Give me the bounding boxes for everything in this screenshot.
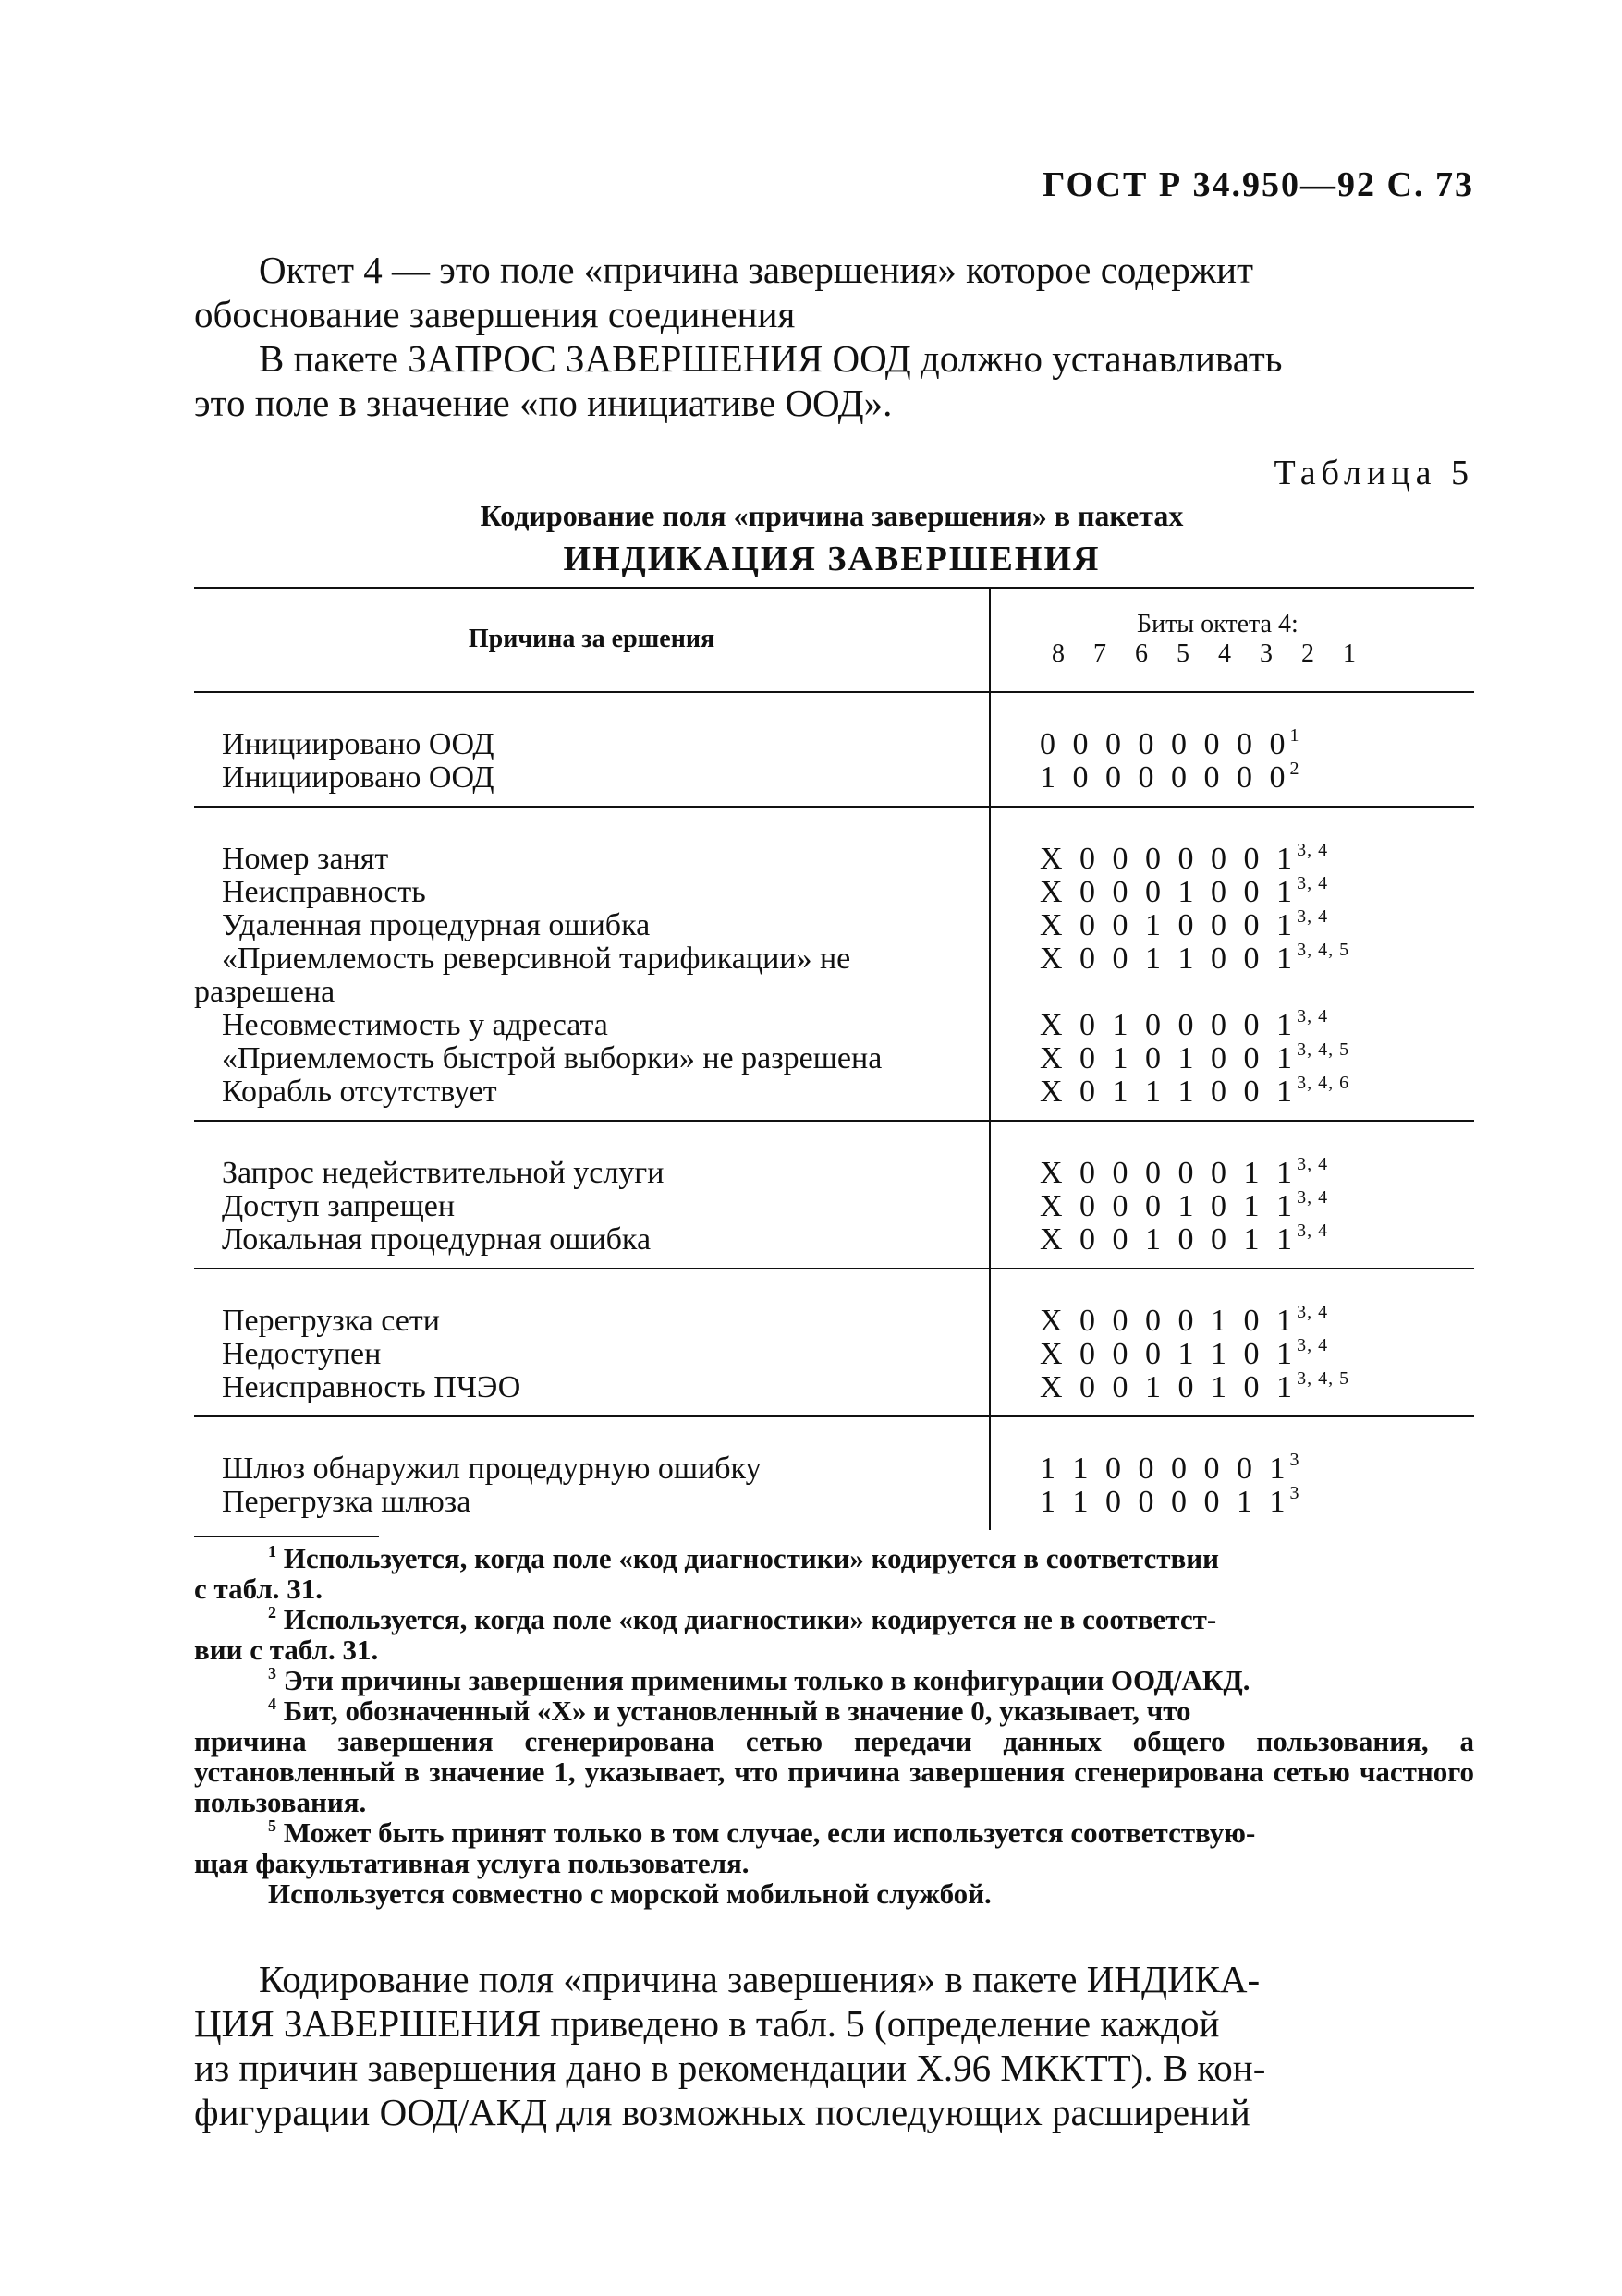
bits-cell bbox=[970, 1006, 1474, 1042]
table-group bbox=[194, 1268, 1474, 1415]
footnote-text: Используется совместно с морской мобильной службой. bbox=[268, 1877, 992, 1910]
footnote-ref: 1 bbox=[1289, 725, 1300, 746]
footnote-ref: 3, 4 bbox=[1297, 840, 1329, 860]
bits-cell bbox=[970, 725, 1474, 761]
table-row bbox=[194, 1368, 1474, 1404]
footnote-number: 5 bbox=[268, 1816, 276, 1835]
text-line: ЦИЯ ЗАВЕРШЕНИЯ приведено в табл. 5 (определение каждой bbox=[194, 2002, 1220, 2045]
reason-text: Удаленная процедурная ошибка bbox=[222, 908, 651, 942]
bits-value: X 0 1 0 1 0 0 1 bbox=[1040, 1041, 1298, 1075]
table-group bbox=[194, 1415, 1474, 1530]
reason-cell bbox=[194, 1371, 970, 1404]
bits-cell bbox=[970, 761, 1474, 795]
footnote-text: Может быть принят только в том случае, если используется соответствую- bbox=[283, 1816, 1256, 1849]
bits-value: X 0 0 1 0 1 0 1 bbox=[1040, 1370, 1298, 1404]
reason-cell bbox=[194, 1338, 970, 1371]
outro-paragraph bbox=[194, 1957, 1479, 2134]
table-row bbox=[194, 942, 1474, 1009]
column-header-reason: Причина за ершения bbox=[468, 625, 715, 653]
table-row bbox=[194, 1187, 1474, 1223]
text-line: это поле в значение «по инициативе ООД». bbox=[194, 382, 893, 424]
reason-cell bbox=[194, 1452, 970, 1486]
coding-table bbox=[194, 587, 1474, 1530]
footnote-ref: 3, 4, 5 bbox=[1297, 1368, 1350, 1389]
bits-value: X 0 0 1 1 0 0 1 bbox=[1040, 941, 1298, 976]
bits-cell bbox=[970, 942, 1474, 1009]
column-header-bits bbox=[1044, 610, 1451, 669]
reason-cell bbox=[194, 1042, 970, 1075]
reason-cell bbox=[194, 1223, 970, 1257]
bits-cell bbox=[970, 1154, 1474, 1190]
bits-cell bbox=[970, 873, 1474, 909]
footnote-first-line bbox=[194, 1543, 1474, 1573]
footnote-number: 3 bbox=[268, 1664, 276, 1683]
bits-header-numbers: 8 7 6 5 4 3 2 1 bbox=[1052, 639, 1367, 668]
reason-cell bbox=[194, 1157, 970, 1190]
bits-value: X 0 0 1 0 0 1 1 bbox=[1040, 1222, 1298, 1257]
reason-text: «Приемлемость быстрой выборки» не разрешена bbox=[222, 1041, 883, 1075]
reason-cell bbox=[194, 761, 970, 795]
footnote-text: Бит, обозначенный «X» и установленный в значение 0, указывает, что bbox=[283, 1695, 1191, 1727]
footnote-ref: 2 bbox=[1289, 759, 1300, 779]
reason-cell bbox=[194, 1486, 970, 1519]
text-line: фигурации ООД/АКД для возможных последующих расширений bbox=[194, 2091, 1250, 2133]
footnote-continuation: вии с табл. 31. bbox=[194, 1634, 379, 1666]
reason-text: Доступ запрещен bbox=[222, 1189, 456, 1223]
column-divider bbox=[989, 1269, 991, 1415]
table-row bbox=[194, 840, 1474, 876]
bits-cell bbox=[970, 1302, 1474, 1338]
footnote-number: 4 bbox=[268, 1695, 276, 1713]
bits-value: X 0 0 1 0 0 0 1 bbox=[1040, 908, 1298, 942]
footnote-ref: 3, 4 bbox=[1297, 1335, 1329, 1355]
table-header bbox=[194, 589, 1474, 691]
footnote-ref: 3 bbox=[1289, 1483, 1300, 1503]
footnote-ref: 3 bbox=[1289, 1450, 1300, 1470]
bits-value: X 0 0 0 1 1 0 1 bbox=[1040, 1337, 1298, 1371]
text-line: обоснование завершения соединения bbox=[194, 293, 796, 335]
footnote-ref: 3, 4 bbox=[1297, 1302, 1329, 1322]
column-divider bbox=[989, 1122, 991, 1268]
footnote-ref: 3, 4 bbox=[1297, 1187, 1329, 1208]
footnote-ref: 3, 4 bbox=[1297, 906, 1329, 927]
reason-text: Инициировано ООД bbox=[222, 760, 494, 795]
bits-value: X 0 0 0 1 0 0 1 bbox=[1040, 875, 1298, 909]
bits-cell bbox=[970, 1187, 1474, 1223]
table-row bbox=[194, 873, 1474, 909]
footnote-ref: 3, 4 bbox=[1297, 1221, 1329, 1241]
reason-text: Шлюз обнаружил процедурную ошибку bbox=[222, 1452, 762, 1486]
bits-cell bbox=[970, 1335, 1474, 1371]
footnote-ref: 3, 4 bbox=[1297, 873, 1329, 893]
column-divider bbox=[989, 693, 991, 806]
bits-value: 1 0 0 0 0 0 0 0 bbox=[1040, 760, 1290, 795]
bits-cell bbox=[970, 1452, 1474, 1486]
reason-text: Перегрузка сети bbox=[222, 1304, 440, 1338]
bits-value: X 0 1 1 1 0 0 1 bbox=[1040, 1075, 1298, 1109]
bits-value: X 0 0 0 1 0 1 1 bbox=[1040, 1189, 1298, 1223]
column-divider bbox=[989, 1417, 991, 1530]
footnote bbox=[194, 1604, 1474, 1665]
table-row bbox=[194, 1335, 1474, 1371]
footnote-ref: 3, 4 bbox=[1297, 1154, 1329, 1174]
text-line: Кодирование поля «причина завершения» в пакете ИНДИКА- bbox=[259, 1958, 1261, 2000]
bits-value: 1 1 0 0 0 0 0 1 bbox=[1040, 1452, 1290, 1486]
table-caption-title: ИНДИКАЦИЯ ЗАВЕРШЕНИЯ bbox=[563, 540, 1101, 578]
table-row bbox=[194, 906, 1474, 942]
reason-cell bbox=[194, 1305, 970, 1338]
table-row bbox=[194, 1483, 1474, 1519]
reason-text: Локальная процедурная ошибка bbox=[222, 1222, 652, 1257]
bits-value: X 0 0 0 0 0 1 1 bbox=[1040, 1156, 1298, 1190]
footnote-first-line bbox=[194, 1665, 1474, 1695]
bits-header-title: Биты октета 4: bbox=[1137, 610, 1299, 638]
footnotes bbox=[194, 1543, 1474, 1909]
page-header: ГОСТ Р 34.950—92 С. 73 bbox=[1043, 165, 1474, 204]
bits-value: X 0 0 0 0 1 0 1 bbox=[1040, 1304, 1298, 1338]
reason-text: Перегрузка шлюза bbox=[222, 1485, 471, 1519]
table-caption: Кодирование поля «причина завершения» в пакетах bbox=[480, 499, 1184, 532]
table-group bbox=[194, 1120, 1474, 1268]
table-row bbox=[194, 1154, 1474, 1190]
table-label: Таблица 5 bbox=[1274, 454, 1474, 492]
table-body bbox=[194, 691, 1474, 1530]
reason-text: «Приемлемость реверсивной тарификации» не bbox=[222, 941, 851, 976]
reason-text: Корабль отсутствует bbox=[222, 1075, 497, 1109]
table-row bbox=[194, 1223, 1474, 1257]
reason-cell bbox=[194, 728, 970, 761]
reason-text: Неисправность ПЧЭО bbox=[222, 1370, 521, 1404]
footnote-ref: 3, 4 bbox=[1297, 1006, 1329, 1027]
footnote-first-line bbox=[194, 1695, 1474, 1726]
bits-cell bbox=[970, 906, 1474, 942]
footnote-continuation: с табл. 31. bbox=[194, 1573, 323, 1605]
table-row bbox=[194, 1006, 1474, 1042]
reason-cell bbox=[194, 843, 970, 876]
reason-text: Несовместимость у адресата bbox=[222, 1008, 608, 1042]
column-divider bbox=[989, 589, 991, 691]
reason-text: Инициировано ООД bbox=[222, 727, 494, 761]
footnote bbox=[194, 1543, 1474, 1604]
footnote bbox=[194, 1695, 1474, 1817]
text-line: В пакете ЗАПРОС ЗАВЕРШЕНИЯ ООД должно устанавливать bbox=[259, 337, 1283, 380]
column-divider bbox=[989, 808, 991, 1120]
reason-cell bbox=[194, 909, 970, 942]
reason-cell bbox=[194, 1009, 970, 1042]
footnote-number: 2 bbox=[268, 1603, 276, 1622]
table-row bbox=[194, 725, 1474, 761]
text-line: Октет 4 — это поле «причина завершения» которое содержит bbox=[259, 249, 1253, 291]
reason-text: Недоступен bbox=[222, 1337, 382, 1371]
reason-cell bbox=[194, 1075, 970, 1109]
bits-cell bbox=[970, 1075, 1474, 1109]
footnote-continuation: щая факультативная услуга пользователя. bbox=[194, 1847, 750, 1879]
table-group bbox=[194, 691, 1474, 806]
footnote-text: Эти причины завершения применимы только в конфигурации ООД/АКД. bbox=[283, 1664, 1250, 1696]
text-line: из причин завершения дано в рекомендации X.96 МККТТ). В кон- bbox=[194, 2047, 1266, 2089]
table-row bbox=[194, 761, 1474, 795]
reason-text-continuation: разрешена bbox=[194, 975, 335, 1009]
table-row bbox=[194, 1452, 1474, 1486]
footnote-continuation: причина завершения сгенерирована сетью передачи данных общего пользования, а установленный в значение 1, указывает, что причина завершения сгенерирована сетью частного пользования. bbox=[194, 1725, 1474, 1818]
footnote-ref: 3, 4, 6 bbox=[1297, 1073, 1350, 1093]
reason-text: Запрос недействительной услуги bbox=[222, 1156, 665, 1190]
footnote-first-line bbox=[194, 1604, 1474, 1634]
bits-cell bbox=[970, 840, 1474, 876]
bits-cell bbox=[970, 1483, 1474, 1519]
bits-value: X 0 0 0 0 0 0 1 bbox=[1040, 842, 1298, 876]
footnote-text: Используется, когда поле «код диагностики» кодируется в соответствии bbox=[283, 1542, 1219, 1574]
footnote bbox=[194, 1817, 1474, 1878]
footnote-first-line bbox=[194, 1817, 1474, 1848]
bits-value: 0 0 0 0 0 0 0 0 bbox=[1040, 727, 1290, 761]
footnote bbox=[194, 1665, 1474, 1695]
table-group bbox=[194, 806, 1474, 1120]
bits-cell bbox=[970, 1223, 1474, 1257]
intro-paragraph bbox=[194, 248, 1479, 425]
reason-cell bbox=[194, 942, 970, 1009]
footnote-ref: 3, 4, 5 bbox=[1297, 940, 1350, 960]
table-row bbox=[194, 1302, 1474, 1338]
reason-text: Номер занят bbox=[222, 842, 389, 876]
reason-text: Неисправность bbox=[222, 875, 426, 909]
footnote-number: 1 bbox=[268, 1542, 276, 1561]
bits-cell bbox=[970, 1039, 1474, 1075]
footnote bbox=[194, 1878, 1474, 1909]
footnote-first-line bbox=[194, 1878, 1474, 1909]
table-row bbox=[194, 1039, 1474, 1075]
bits-cell bbox=[970, 1368, 1474, 1404]
table-row bbox=[194, 1075, 1474, 1109]
reason-cell bbox=[194, 876, 970, 909]
reason-cell bbox=[194, 1190, 970, 1223]
bits-value: X 0 1 0 0 0 0 1 bbox=[1040, 1008, 1298, 1042]
bits-value: 1 1 0 0 0 0 1 1 bbox=[1040, 1485, 1290, 1519]
footnote-text: Используется, когда поле «код диагностики» кодируется не в соответст- bbox=[283, 1603, 1217, 1635]
footnote-rule bbox=[194, 1536, 379, 1537]
footnote-ref: 3, 4, 5 bbox=[1297, 1039, 1350, 1060]
